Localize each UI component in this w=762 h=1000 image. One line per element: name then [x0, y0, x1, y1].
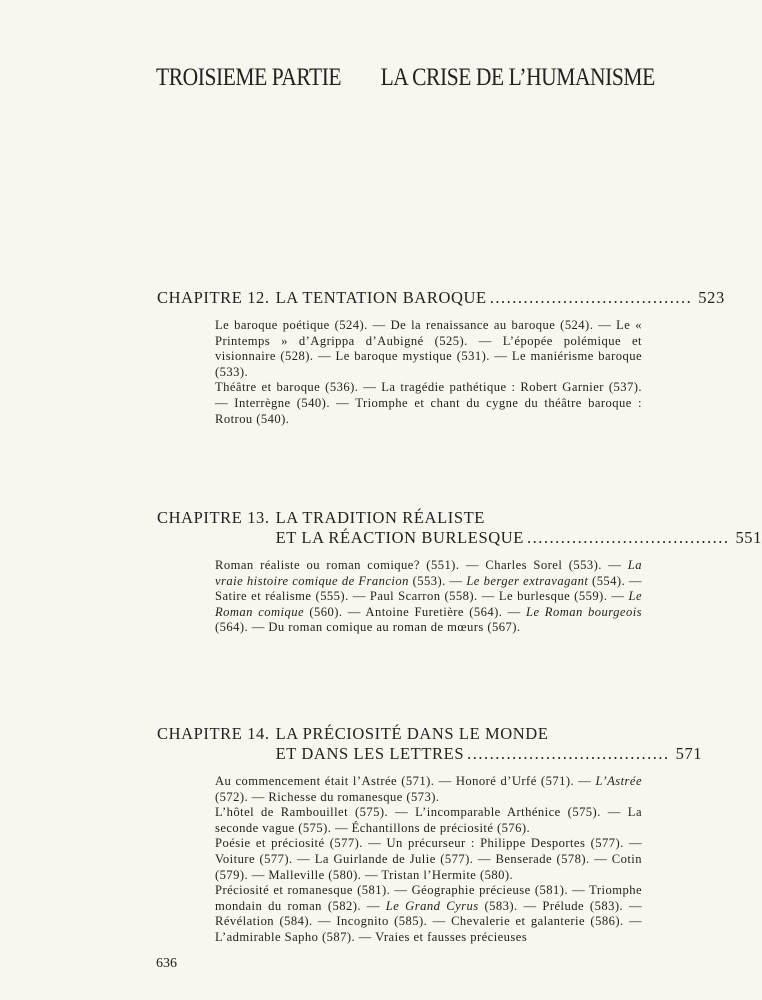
chapter-number: CHAPITRE 14. — [157, 724, 270, 743]
italic-title: Le berger extravagant — [466, 573, 589, 588]
italic-title: L’Astrée — [595, 774, 642, 788]
chapter-title-line: LA TRADITION RÉALISTE — [275, 508, 485, 527]
summary-text: Le baroque poétique (524). — De la renaissance au baroque (524). — Le « Printemps » d’Agrippa d’Aubigné (525). — L’épopée polémique et visionnaire (528). — Le baroque mystique (531). — Le maniérisme baroque (533). — [215, 318, 642, 379]
chapter-number: CHAPITRE 12. — [157, 288, 270, 307]
summary-text: Théâtre et baroque (536). — La tragédie pathétique : Robert Garnier (537). — Interrègne (540). — Triomphe et chant du cygne du théâtre baroque : Rotrou (540). — [215, 380, 642, 426]
page-number: 636 — [156, 956, 177, 971]
summary-paragraph — [215, 380, 642, 427]
chapter-title-line: ET DANS LES LETTRES — [275, 744, 465, 763]
chapter-page-number: 551 — [735, 528, 762, 547]
part-title: LA CRISE DE L’HUMANISME — [380, 64, 655, 91]
summary-text: Au commencement était l’Astrée (571). — Honoré d’Urfé (571). — — [215, 774, 596, 788]
summary-text: (560). — Antoine Furetière (564). — — [304, 604, 527, 619]
chapter-14-entry — [157, 724, 703, 946]
italic-title: La vraie histoire comique de Francion — [215, 558, 642, 588]
summary-text: Préciosité et romanesque (581). — Géographie précieuse (581). — Triomphe mondain du roman (582). — — [215, 883, 642, 913]
summary-text: L’hôtel de Rambouillet (575). — L’incomparable Arthénice (575). — La seconde vague (575). — Échantillons de préciosité (576). — [215, 805, 642, 835]
running-header — [156, 64, 655, 92]
summary-text: Poésie et préciosité (577). — Un précurseur : Philippe Desportes (577). — Voiture (577). — La Guirlande de Julie (577). — Benserade (578). — Cotin (579). — Malleville (580). — Tristan l’Hermite (580). — [215, 836, 642, 882]
dot-leader: .................................... — [467, 744, 670, 763]
summary-text: (572). — Richesse du romanesque (573). — [215, 789, 440, 804]
chapter-summary — [215, 318, 642, 427]
italic-title: Le Roman bourgeois — [526, 604, 642, 619]
chapter-summary — [215, 774, 642, 946]
summary-paragraph — [215, 318, 642, 380]
summary-paragraph — [215, 805, 642, 836]
summary-paragraph — [215, 558, 642, 636]
italic-title: Le Grand Cyrus — [385, 898, 479, 913]
part-heading: TROISIEME PARTIE — [156, 64, 342, 91]
chapter-heading[interactable] — [157, 724, 703, 764]
chapter-title-line: ET LA RÉACTION BURLESQUE — [275, 528, 524, 547]
summary-text: (554). — Satire et réalisme (555). — Paul Scarron (558). — Le burlesque (559). — — [215, 573, 642, 604]
italic-title: Le Roman comique — [215, 589, 642, 619]
chapter-heading[interactable] — [157, 508, 762, 548]
chapter-12-entry — [157, 288, 725, 427]
chapter-title-line: LA TENTATION BAROQUE — [275, 288, 487, 307]
summary-paragraph — [215, 836, 642, 883]
summary-paragraph — [215, 883, 642, 945]
summary-text: (553). — — [408, 573, 467, 588]
chapter-page-number: 523 — [698, 288, 725, 307]
dot-leader: .................................... — [526, 528, 730, 547]
chapter-page-number: 571 — [675, 744, 703, 763]
chapter-title-line: LA PRÉCIOSITÉ DANS LE MONDE — [275, 724, 549, 743]
chapter-13-entry — [157, 508, 762, 636]
chapter-heading[interactable] — [157, 288, 725, 308]
summary-text: (564). — Du roman comique au roman de mœurs (567). — [215, 620, 521, 635]
summary-paragraph — [215, 774, 642, 805]
chapter-summary — [215, 558, 642, 636]
dot-leader: .................................... — [489, 288, 693, 307]
summary-text: (583). — Prélude (583). — Révélation (584). — Incognito (585). — Chevalerie et galanterie (586). — L’admirable Sapho (587). — Vraies et fausses précieuses — [215, 898, 642, 944]
chapter-number: CHAPITRE 13. — [157, 508, 270, 527]
summary-text: Roman réaliste ou roman comique? (551). — Charles Sorel (553). — — [215, 558, 628, 572]
